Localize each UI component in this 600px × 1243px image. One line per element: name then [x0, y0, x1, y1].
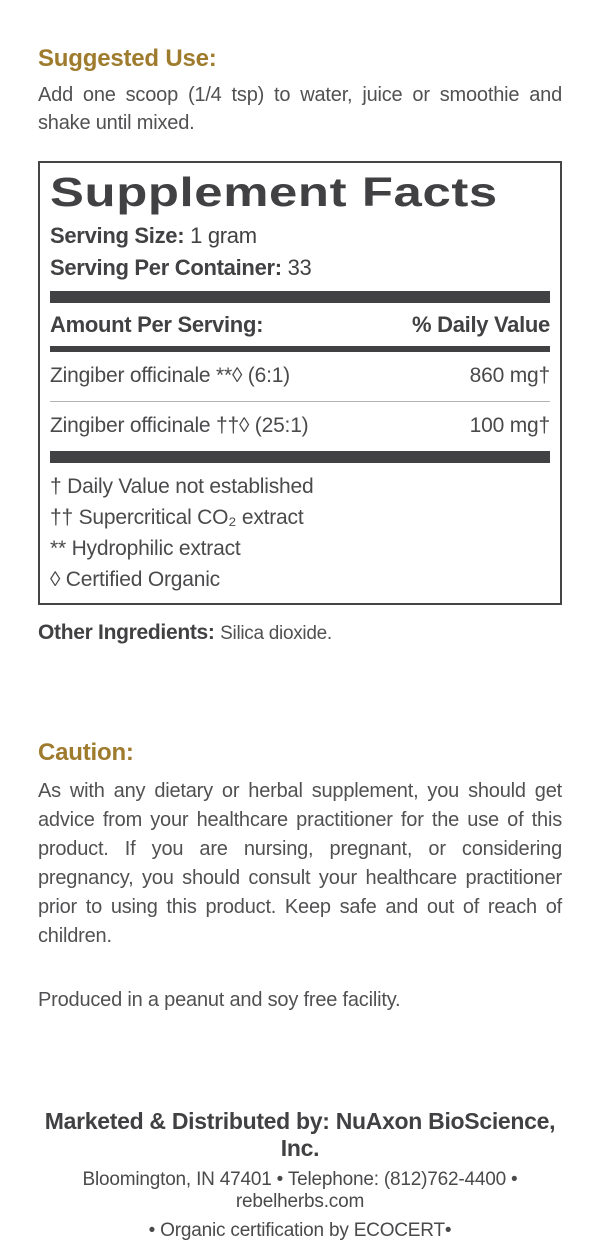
ingredient-name: Zingiber officinale **◊ (6:1) [50, 364, 290, 387]
serving-size-label: Serving Size: [50, 223, 185, 248]
distributor-name: Marketed & Distributed by: NuAxon BioScience, Inc. [44, 1108, 556, 1161]
ingredient-amount: 860 mg† [469, 364, 550, 387]
suggested-use-text: Add one scoop (1/4 tsp) to water, juice or smoothie and shake until mixed. [38, 84, 562, 134]
caution-text: As with any dietary or herbal supplement, you should get advice from your healthcare practitioner for the use of this product. If you are nursing, pregnant, or considering pregnancy, you should consult your healthcare practitioner prior to using this product. Keep safe and out of reach of children. [38, 780, 562, 947]
servings-per-container-label: Serving Per Container: [50, 255, 282, 280]
organic-certification-note: • Organic certification by ECOCERT• [148, 1220, 452, 1241]
serving-size-line [50, 220, 550, 252]
servings-per-container-line [50, 252, 550, 284]
servings-per-container-value: 33 [287, 255, 312, 280]
ingredient-amount: 100 mg† [469, 414, 550, 437]
divider-bar-thick-top [50, 291, 550, 303]
other-ingredients-label: Other Ingredients: [38, 621, 215, 644]
ingredient-row [50, 352, 550, 401]
other-ingredients-value: Silica dioxide. [220, 623, 332, 644]
supplement-facts-title: Supplement Facts [50, 169, 498, 215]
footnote-certified-organic: ◊ Certified Organic [50, 568, 220, 591]
other-ingredients-line [38, 621, 562, 645]
ingredient-row [50, 402, 550, 451]
suggested-use-heading: Suggested Use: [38, 45, 217, 72]
footnote-hydrophilic: ** Hydrophilic extract [50, 537, 241, 560]
serving-size-value: 1 gram [190, 223, 257, 248]
daily-value-header: % Daily Value [412, 312, 550, 337]
footnote-daily-value: † Daily Value not established [50, 475, 314, 498]
label-page [0, 45, 600, 1242]
distributor-footer [38, 1108, 562, 1242]
ingredient-name: Zingiber officinale ††◊ (25:1) [50, 414, 309, 437]
caution-heading: Caution: [38, 739, 134, 766]
supplement-facts-panel [38, 161, 562, 605]
amount-per-serving-header: Amount Per Serving: [50, 312, 264, 337]
divider-bar-thick-bottom [50, 451, 550, 463]
supplement-facts-title-wrap [50, 169, 550, 216]
allergen-facility-text: Produced in a peanut and soy free facility. [38, 989, 401, 1011]
distributor-contact: Bloomington, IN 47401 • Telephone: (812)762-4400 • rebelherbs.com [82, 1169, 518, 1212]
facts-header-row [50, 303, 550, 346]
footnotes-block [50, 463, 550, 595]
footnote-supercritical-co2: †† Supercritical CO₂ extract [50, 506, 304, 529]
